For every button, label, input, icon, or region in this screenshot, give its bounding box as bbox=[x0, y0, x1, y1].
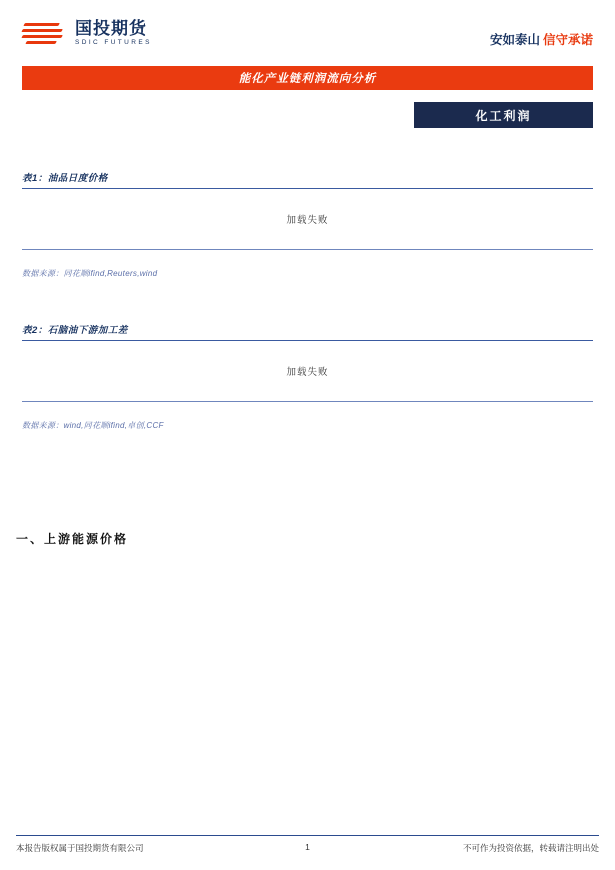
logo-name-cn: 国投期货 bbox=[75, 19, 147, 38]
logo-stripes-icon bbox=[22, 20, 68, 46]
slogan-secondary: 信守承诺 bbox=[542, 33, 593, 47]
page-footer bbox=[16, 835, 599, 854]
section-heading: 一、上游能源价格 bbox=[16, 532, 129, 546]
footer-page-number: 1 bbox=[305, 842, 310, 852]
report-title-banner: 能化产业链利润流向分析 bbox=[22, 66, 593, 90]
table-body-placeholder: 加载失败 bbox=[286, 367, 329, 378]
company-logo bbox=[22, 20, 152, 47]
logo-name-en: SDIC FUTURES bbox=[75, 39, 152, 46]
table-block-1 bbox=[22, 170, 593, 279]
logo-wordmark bbox=[75, 20, 152, 47]
footer-disclaimer: 不可作为投资依据，转载请注明出处 bbox=[462, 843, 599, 853]
table-source: 数据来源：同花顺ifind,Reuters,wind bbox=[22, 269, 158, 278]
table-caption: 表1：油品日度价格 bbox=[22, 173, 108, 184]
category-tag: 化工利润 bbox=[414, 102, 593, 128]
header-slogan bbox=[490, 30, 593, 48]
page-header bbox=[22, 20, 593, 56]
footer-copyright: 本报告版权属于国投期货有限公司 bbox=[16, 843, 144, 853]
table-block-2 bbox=[22, 322, 593, 431]
table-source: 数据来源：wind,同花顺ifind,卓创,CCF bbox=[22, 421, 164, 430]
slogan-primary: 安如泰山 bbox=[489, 33, 540, 47]
table-caption: 表2：石脑油下游加工差 bbox=[22, 325, 128, 336]
table-body-placeholder: 加载失败 bbox=[286, 215, 329, 226]
